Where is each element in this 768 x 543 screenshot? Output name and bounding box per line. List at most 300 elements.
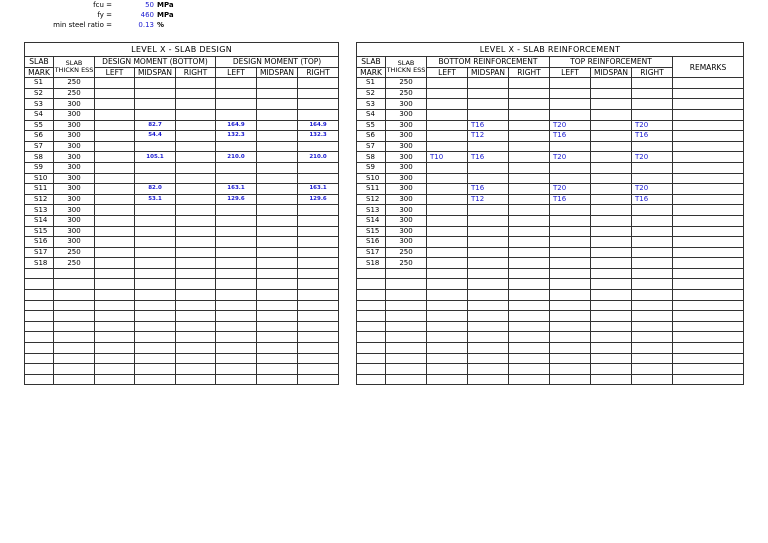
empty-cell[interactable] xyxy=(591,311,632,322)
empty-cell[interactable] xyxy=(427,290,468,301)
empty-cell[interactable] xyxy=(25,279,54,290)
value-cell[interactable] xyxy=(216,173,257,184)
value-cell[interactable] xyxy=(176,120,216,131)
value-cell[interactable] xyxy=(591,109,632,120)
value-cell[interactable] xyxy=(95,215,135,226)
empty-cell[interactable] xyxy=(427,343,468,354)
value-cell[interactable] xyxy=(257,215,298,226)
slab-thickness-cell[interactable]: 250 xyxy=(386,258,427,269)
value-cell[interactable] xyxy=(427,194,468,205)
empty-cell[interactable] xyxy=(257,332,298,343)
empty-cell[interactable] xyxy=(673,332,744,343)
empty-cell[interactable] xyxy=(509,311,550,322)
empty-cell[interactable] xyxy=(135,321,176,332)
value-cell[interactable] xyxy=(509,194,550,205)
empty-cell[interactable] xyxy=(357,353,386,364)
value-cell[interactable]: T20 xyxy=(632,184,673,195)
empty-cell[interactable] xyxy=(25,332,54,343)
empty-cell[interactable] xyxy=(95,332,135,343)
value-cell[interactable] xyxy=(298,226,339,237)
empty-cell[interactable] xyxy=(591,343,632,354)
value-cell[interactable] xyxy=(427,78,468,89)
slab-mark-cell[interactable]: S12 xyxy=(25,194,54,205)
empty-cell[interactable] xyxy=(386,321,427,332)
value-cell[interactable] xyxy=(550,162,591,173)
empty-cell[interactable] xyxy=(427,268,468,279)
value-cell[interactable] xyxy=(632,247,673,258)
value-cell[interactable] xyxy=(591,205,632,216)
empty-cell[interactable] xyxy=(54,300,95,311)
empty-cell[interactable] xyxy=(591,268,632,279)
slab-mark-cell[interactable]: S7 xyxy=(25,141,54,152)
slab-thickness-cell[interactable]: 300 xyxy=(54,99,95,110)
value-cell[interactable] xyxy=(135,237,176,248)
value-cell[interactable] xyxy=(216,247,257,258)
empty-cell[interactable] xyxy=(95,279,135,290)
slab-mark-cell[interactable]: S3 xyxy=(357,99,386,110)
value-cell[interactable] xyxy=(591,88,632,99)
value-cell[interactable] xyxy=(591,152,632,163)
value-cell[interactable] xyxy=(216,109,257,120)
value-cell[interactable] xyxy=(550,247,591,258)
empty-cell[interactable] xyxy=(176,268,216,279)
empty-cell[interactable] xyxy=(591,374,632,385)
empty-cell[interactable] xyxy=(509,279,550,290)
value-cell[interactable] xyxy=(176,109,216,120)
slab-thickness-cell[interactable]: 300 xyxy=(386,152,427,163)
value-cell[interactable] xyxy=(427,205,468,216)
slab-thickness-cell[interactable]: 250 xyxy=(54,258,95,269)
empty-cell[interactable] xyxy=(550,279,591,290)
slab-thickness-cell[interactable]: 300 xyxy=(386,99,427,110)
empty-cell[interactable] xyxy=(468,311,509,322)
slab-mark-cell[interactable]: S2 xyxy=(357,88,386,99)
value-cell[interactable] xyxy=(298,215,339,226)
value-cell[interactable] xyxy=(632,88,673,99)
empty-cell[interactable] xyxy=(550,332,591,343)
slab-thickness-cell[interactable]: 300 xyxy=(54,205,95,216)
value-cell[interactable] xyxy=(257,78,298,89)
empty-cell[interactable] xyxy=(95,321,135,332)
value-cell[interactable]: T20 xyxy=(550,152,591,163)
value-cell[interactable] xyxy=(468,173,509,184)
value-cell[interactable] xyxy=(95,173,135,184)
value-cell[interactable]: 164.9 xyxy=(298,120,339,131)
value-cell[interactable] xyxy=(257,88,298,99)
slab-thickness-cell[interactable]: 300 xyxy=(386,141,427,152)
slab-thickness-cell[interactable]: 300 xyxy=(386,237,427,248)
empty-cell[interactable] xyxy=(591,332,632,343)
value-cell[interactable] xyxy=(176,215,216,226)
value-cell[interactable] xyxy=(591,162,632,173)
empty-cell[interactable] xyxy=(135,311,176,322)
remarks-cell[interactable] xyxy=(673,162,744,173)
slab-thickness-cell[interactable]: 300 xyxy=(386,173,427,184)
value-cell[interactable] xyxy=(257,184,298,195)
value-cell[interactable] xyxy=(550,141,591,152)
value-cell[interactable] xyxy=(509,99,550,110)
slab-thickness-cell[interactable]: 300 xyxy=(54,237,95,248)
value-cell[interactable] xyxy=(591,247,632,258)
empty-cell[interactable] xyxy=(427,353,468,364)
value-cell[interactable] xyxy=(427,120,468,131)
empty-cell[interactable] xyxy=(95,268,135,279)
value-cell[interactable] xyxy=(509,78,550,89)
empty-cell[interactable] xyxy=(550,311,591,322)
value-cell[interactable]: 82.0 xyxy=(135,184,176,195)
value-cell[interactable] xyxy=(298,88,339,99)
value-cell[interactable] xyxy=(550,205,591,216)
value-cell[interactable] xyxy=(427,88,468,99)
value-cell[interactable] xyxy=(550,78,591,89)
value-cell[interactable] xyxy=(95,88,135,99)
empty-cell[interactable] xyxy=(550,268,591,279)
empty-cell[interactable] xyxy=(95,343,135,354)
value-cell[interactable] xyxy=(509,162,550,173)
empty-cell[interactable] xyxy=(386,332,427,343)
value-cell[interactable]: 54.4 xyxy=(135,131,176,142)
value-cell[interactable]: T12 xyxy=(468,194,509,205)
value-cell[interactable] xyxy=(632,99,673,110)
empty-cell[interactable] xyxy=(673,311,744,322)
value-cell[interactable] xyxy=(216,88,257,99)
slab-mark-cell[interactable]: S13 xyxy=(25,205,54,216)
slab-mark-cell[interactable]: S10 xyxy=(25,173,54,184)
remarks-cell[interactable] xyxy=(673,226,744,237)
value-cell[interactable] xyxy=(216,141,257,152)
empty-cell[interactable] xyxy=(257,321,298,332)
empty-cell[interactable] xyxy=(25,364,54,375)
empty-cell[interactable] xyxy=(509,364,550,375)
value-cell[interactable] xyxy=(550,173,591,184)
value-cell[interactable] xyxy=(135,205,176,216)
empty-cell[interactable] xyxy=(357,343,386,354)
empty-cell[interactable] xyxy=(135,268,176,279)
value-cell[interactable] xyxy=(509,237,550,248)
value-cell[interactable] xyxy=(468,258,509,269)
empty-cell[interactable] xyxy=(54,321,95,332)
empty-cell[interactable] xyxy=(468,332,509,343)
value-cell[interactable]: T16 xyxy=(550,131,591,142)
empty-cell[interactable] xyxy=(427,374,468,385)
value-cell[interactable] xyxy=(257,258,298,269)
empty-cell[interactable] xyxy=(54,311,95,322)
slab-thickness-cell[interactable]: 300 xyxy=(386,205,427,216)
slab-thickness-cell[interactable]: 300 xyxy=(54,184,95,195)
value-cell[interactable]: 163.1 xyxy=(216,184,257,195)
empty-cell[interactable] xyxy=(468,343,509,354)
value-cell[interactable] xyxy=(632,258,673,269)
value-cell[interactable] xyxy=(95,205,135,216)
empty-cell[interactable] xyxy=(591,300,632,311)
empty-cell[interactable] xyxy=(95,300,135,311)
value-cell[interactable] xyxy=(591,78,632,89)
empty-cell[interactable] xyxy=(427,279,468,290)
value-cell[interactable] xyxy=(468,205,509,216)
value-cell[interactable]: T20 xyxy=(550,184,591,195)
slab-thickness-cell[interactable]: 300 xyxy=(54,173,95,184)
empty-cell[interactable] xyxy=(298,268,339,279)
value-cell[interactable] xyxy=(298,78,339,89)
empty-cell[interactable] xyxy=(673,321,744,332)
empty-cell[interactable] xyxy=(176,343,216,354)
value-cell[interactable] xyxy=(176,247,216,258)
slab-mark-cell[interactable]: S8 xyxy=(25,152,54,163)
value-cell[interactable]: T16 xyxy=(632,194,673,205)
remarks-cell[interactable] xyxy=(673,78,744,89)
value-cell[interactable] xyxy=(216,205,257,216)
slab-mark-cell[interactable]: S1 xyxy=(357,78,386,89)
value-cell[interactable] xyxy=(135,258,176,269)
empty-cell[interactable] xyxy=(550,300,591,311)
param-value[interactable]: 460 xyxy=(140,11,154,19)
remarks-cell[interactable] xyxy=(673,109,744,120)
remarks-cell[interactable] xyxy=(673,247,744,258)
value-cell[interactable] xyxy=(632,226,673,237)
empty-cell[interactable] xyxy=(673,268,744,279)
empty-cell[interactable] xyxy=(509,353,550,364)
value-cell[interactable] xyxy=(591,131,632,142)
slab-thickness-cell[interactable]: 300 xyxy=(54,226,95,237)
empty-cell[interactable] xyxy=(135,364,176,375)
value-cell[interactable]: 210.0 xyxy=(216,152,257,163)
empty-cell[interactable] xyxy=(632,353,673,364)
empty-cell[interactable] xyxy=(509,300,550,311)
value-cell[interactable] xyxy=(427,109,468,120)
empty-cell[interactable] xyxy=(386,290,427,301)
slab-mark-cell[interactable]: S16 xyxy=(357,237,386,248)
slab-mark-cell[interactable]: S12 xyxy=(357,194,386,205)
empty-cell[interactable] xyxy=(257,300,298,311)
value-cell[interactable] xyxy=(427,131,468,142)
slab-mark-cell[interactable]: S2 xyxy=(25,88,54,99)
value-cell[interactable]: 210.0 xyxy=(298,152,339,163)
empty-cell[interactable] xyxy=(257,268,298,279)
value-cell[interactable] xyxy=(95,99,135,110)
empty-cell[interactable] xyxy=(176,364,216,375)
value-cell[interactable]: T12 xyxy=(468,131,509,142)
empty-cell[interactable] xyxy=(216,311,257,322)
empty-cell[interactable] xyxy=(550,374,591,385)
slab-mark-cell[interactable]: S15 xyxy=(357,226,386,237)
empty-cell[interactable] xyxy=(357,268,386,279)
empty-cell[interactable] xyxy=(427,364,468,375)
empty-cell[interactable] xyxy=(216,332,257,343)
empty-cell[interactable] xyxy=(298,332,339,343)
value-cell[interactable] xyxy=(632,205,673,216)
remarks-cell[interactable] xyxy=(673,215,744,226)
remarks-cell[interactable] xyxy=(673,173,744,184)
value-cell[interactable] xyxy=(632,237,673,248)
value-cell[interactable] xyxy=(632,109,673,120)
value-cell[interactable] xyxy=(427,162,468,173)
value-cell[interactable] xyxy=(95,78,135,89)
value-cell[interactable] xyxy=(427,247,468,258)
slab-mark-cell[interactable]: S16 xyxy=(25,237,54,248)
empty-cell[interactable] xyxy=(298,374,339,385)
empty-cell[interactable] xyxy=(298,353,339,364)
slab-thickness-cell[interactable]: 300 xyxy=(54,141,95,152)
value-cell[interactable] xyxy=(176,88,216,99)
value-cell[interactable]: 129.6 xyxy=(216,194,257,205)
empty-cell[interactable] xyxy=(257,353,298,364)
value-cell[interactable] xyxy=(257,205,298,216)
value-cell[interactable] xyxy=(591,215,632,226)
slab-mark-cell[interactable]: S11 xyxy=(25,184,54,195)
value-cell[interactable] xyxy=(257,109,298,120)
empty-cell[interactable] xyxy=(176,321,216,332)
empty-cell[interactable] xyxy=(673,353,744,364)
value-cell[interactable] xyxy=(95,131,135,142)
empty-cell[interactable] xyxy=(135,343,176,354)
value-cell[interactable] xyxy=(550,237,591,248)
empty-cell[interactable] xyxy=(427,311,468,322)
empty-cell[interactable] xyxy=(25,300,54,311)
remarks-cell[interactable] xyxy=(673,88,744,99)
empty-cell[interactable] xyxy=(591,321,632,332)
slab-mark-cell[interactable]: S13 xyxy=(357,205,386,216)
empty-cell[interactable] xyxy=(632,279,673,290)
value-cell[interactable] xyxy=(468,215,509,226)
value-cell[interactable] xyxy=(591,237,632,248)
value-cell[interactable] xyxy=(216,258,257,269)
value-cell[interactable] xyxy=(427,141,468,152)
value-cell[interactable] xyxy=(298,99,339,110)
value-cell[interactable]: 129.6 xyxy=(298,194,339,205)
empty-cell[interactable] xyxy=(591,353,632,364)
empty-cell[interactable] xyxy=(25,268,54,279)
slab-thickness-cell[interactable]: 300 xyxy=(54,162,95,173)
value-cell[interactable] xyxy=(509,120,550,131)
empty-cell[interactable] xyxy=(95,374,135,385)
value-cell[interactable] xyxy=(509,258,550,269)
empty-cell[interactable] xyxy=(176,374,216,385)
empty-cell[interactable] xyxy=(468,353,509,364)
value-cell[interactable] xyxy=(509,247,550,258)
value-cell[interactable] xyxy=(509,215,550,226)
empty-cell[interactable] xyxy=(632,332,673,343)
value-cell[interactable] xyxy=(550,99,591,110)
empty-cell[interactable] xyxy=(54,343,95,354)
value-cell[interactable] xyxy=(216,99,257,110)
value-cell[interactable]: 163.1 xyxy=(298,184,339,195)
empty-cell[interactable] xyxy=(357,332,386,343)
param-value[interactable]: 0.13 xyxy=(138,21,154,29)
empty-cell[interactable] xyxy=(591,279,632,290)
empty-cell[interactable] xyxy=(95,290,135,301)
empty-cell[interactable] xyxy=(216,290,257,301)
empty-cell[interactable] xyxy=(550,321,591,332)
value-cell[interactable]: 132.3 xyxy=(216,131,257,142)
value-cell[interactable] xyxy=(176,78,216,89)
empty-cell[interactable] xyxy=(386,311,427,322)
remarks-cell[interactable] xyxy=(673,237,744,248)
empty-cell[interactable] xyxy=(468,268,509,279)
slab-thickness-cell[interactable]: 300 xyxy=(54,131,95,142)
remarks-cell[interactable] xyxy=(673,141,744,152)
value-cell[interactable] xyxy=(298,173,339,184)
value-cell[interactable] xyxy=(257,120,298,131)
remarks-cell[interactable] xyxy=(673,205,744,216)
slab-thickness-cell[interactable]: 300 xyxy=(386,184,427,195)
slab-thickness-cell[interactable]: 250 xyxy=(386,247,427,258)
value-cell[interactable]: T10 xyxy=(427,152,468,163)
empty-cell[interactable] xyxy=(216,279,257,290)
value-cell[interactable] xyxy=(257,99,298,110)
value-cell[interactable] xyxy=(135,247,176,258)
slab-mark-cell[interactable]: S11 xyxy=(357,184,386,195)
value-cell[interactable] xyxy=(468,88,509,99)
value-cell[interactable] xyxy=(176,152,216,163)
value-cell[interactable] xyxy=(298,141,339,152)
value-cell[interactable] xyxy=(298,237,339,248)
empty-cell[interactable] xyxy=(468,364,509,375)
value-cell[interactable] xyxy=(95,237,135,248)
empty-cell[interactable] xyxy=(25,311,54,322)
value-cell[interactable] xyxy=(216,215,257,226)
empty-cell[interactable] xyxy=(357,279,386,290)
empty-cell[interactable] xyxy=(427,332,468,343)
value-cell[interactable] xyxy=(216,78,257,89)
empty-cell[interactable] xyxy=(257,364,298,375)
remarks-cell[interactable] xyxy=(673,120,744,131)
value-cell[interactable] xyxy=(298,205,339,216)
slab-mark-cell[interactable]: S1 xyxy=(25,78,54,89)
value-cell[interactable] xyxy=(257,226,298,237)
remarks-cell[interactable] xyxy=(673,258,744,269)
value-cell[interactable]: 132.3 xyxy=(298,131,339,142)
value-cell[interactable] xyxy=(298,247,339,258)
slab-mark-cell[interactable]: S18 xyxy=(357,258,386,269)
empty-cell[interactable] xyxy=(357,364,386,375)
value-cell[interactable] xyxy=(95,184,135,195)
empty-cell[interactable] xyxy=(216,343,257,354)
empty-cell[interactable] xyxy=(25,353,54,364)
value-cell[interactable] xyxy=(176,194,216,205)
empty-cell[interactable] xyxy=(176,290,216,301)
value-cell[interactable] xyxy=(216,237,257,248)
empty-cell[interactable] xyxy=(25,374,54,385)
slab-mark-cell[interactable]: S4 xyxy=(25,109,54,120)
slab-thickness-cell[interactable]: 300 xyxy=(54,109,95,120)
value-cell[interactable] xyxy=(591,141,632,152)
empty-cell[interactable] xyxy=(550,364,591,375)
value-cell[interactable] xyxy=(509,109,550,120)
empty-cell[interactable] xyxy=(25,321,54,332)
remarks-cell[interactable] xyxy=(673,99,744,110)
value-cell[interactable] xyxy=(591,226,632,237)
value-cell[interactable] xyxy=(550,258,591,269)
value-cell[interactable] xyxy=(509,141,550,152)
empty-cell[interactable] xyxy=(632,268,673,279)
empty-cell[interactable] xyxy=(25,290,54,301)
value-cell[interactable] xyxy=(176,184,216,195)
empty-cell[interactable] xyxy=(386,364,427,375)
slab-mark-cell[interactable]: S4 xyxy=(357,109,386,120)
empty-cell[interactable] xyxy=(427,300,468,311)
param-value[interactable]: 50 xyxy=(145,1,154,9)
value-cell[interactable] xyxy=(176,226,216,237)
value-cell[interactable]: T16 xyxy=(550,194,591,205)
slab-mark-cell[interactable]: S7 xyxy=(357,141,386,152)
value-cell[interactable] xyxy=(135,162,176,173)
empty-cell[interactable] xyxy=(632,290,673,301)
value-cell[interactable] xyxy=(591,173,632,184)
value-cell[interactable] xyxy=(257,247,298,258)
value-cell[interactable] xyxy=(632,162,673,173)
empty-cell[interactable] xyxy=(135,332,176,343)
remarks-cell[interactable] xyxy=(673,184,744,195)
